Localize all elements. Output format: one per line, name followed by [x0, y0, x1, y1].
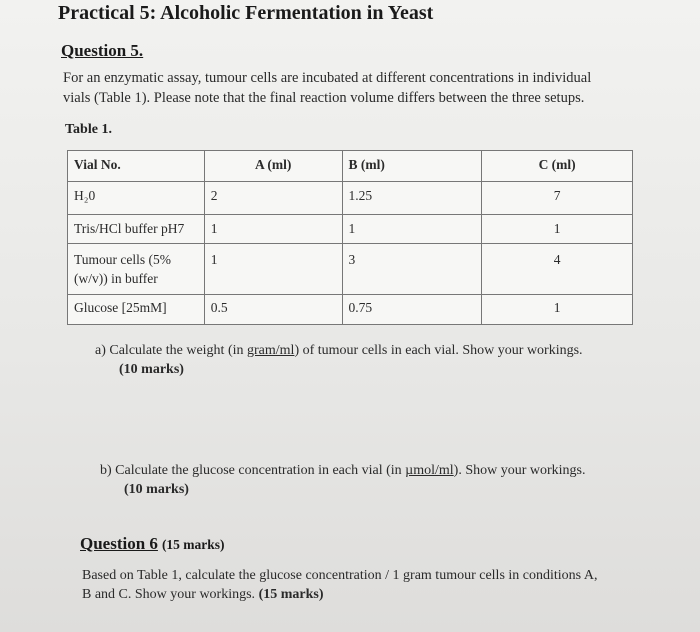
q5b-prefix: b) Calculate the glucose concentration in each vial (in	[100, 463, 406, 478]
row-label: Tris/HCl buffer pH7	[68, 215, 205, 244]
question-6-body	[82, 566, 597, 604]
question-5a-marks: (10 marks)	[119, 362, 184, 377]
cell-a: 0.5	[204, 295, 342, 325]
intro-line-2: vials (Table 1). Please note that the final reaction volume differs between the three setups.	[63, 90, 585, 106]
row-label-line-1: Tumour cells (5%	[74, 252, 171, 267]
header-a: A (ml)	[204, 151, 342, 182]
cell-b: 0.75	[342, 295, 482, 325]
page-title: Practical 5: Alcoholic Fermentation in Yeast	[58, 2, 434, 24]
cell-a: 1	[204, 215, 342, 244]
cell-c: 1	[482, 215, 633, 244]
q6-line2-text: B and C. Show your workings.	[82, 587, 259, 602]
cell-c: 1	[482, 295, 633, 325]
q5a-suffix: ) of tumour cells in each vial. Show your workings.	[294, 343, 583, 358]
question-6-heading	[80, 534, 225, 554]
question-6-heading-marks: (15 marks)	[161, 537, 225, 552]
cell-c: 7	[482, 182, 633, 215]
cell-b: 1	[342, 215, 482, 244]
intro-line-1: For an enzymatic assay, tumour cells are incubated at different concentrations in individual	[63, 70, 592, 86]
cell-b: 1.25	[342, 182, 482, 215]
header-vial-no: Vial No.	[68, 151, 205, 182]
header-b: B (ml)	[342, 151, 482, 182]
row-label-line-2: (w/v)) in buffer	[74, 271, 158, 286]
q5a-prefix: a) Calculate the weight (in	[95, 343, 247, 358]
table-header-row	[68, 151, 633, 182]
table-label: Table 1.	[65, 122, 112, 137]
question-5a	[95, 341, 583, 379]
header-c: C (ml)	[482, 151, 633, 182]
cell-b: 3	[342, 244, 482, 295]
cell-a: 1	[204, 244, 342, 295]
question-5-heading: Question 5.	[61, 41, 144, 60]
cell-c: 4	[482, 244, 633, 295]
table-row	[68, 244, 633, 295]
question-5b-text	[100, 461, 586, 480]
table-row	[68, 215, 633, 244]
row-label: H₂0	[68, 182, 205, 215]
question-6-line-2	[82, 585, 597, 604]
question-5b-marks: (10 marks)	[124, 482, 189, 497]
q5b-suffix: ). Show your workings.	[453, 463, 586, 478]
question-6-title: Question 6	[80, 534, 158, 553]
cell-a: 2	[204, 182, 342, 215]
row-label: Glucose [25mM]	[68, 295, 205, 325]
question-6-line-1: Based on Table 1, calculate the glucose concentration / 1 gram tumour cells in conditions A,	[82, 568, 598, 583]
row-label	[68, 244, 205, 295]
q5b-unit: µmol/ml	[405, 463, 454, 478]
question-5b	[100, 461, 586, 499]
question-5a-text	[95, 341, 583, 360]
table-row	[68, 182, 633, 215]
vials-table	[67, 150, 633, 325]
q5a-unit: gram/ml	[247, 343, 295, 358]
question-5-intro	[63, 68, 643, 108]
table-row	[68, 295, 633, 325]
q6-line2-marks: (15 marks)	[258, 587, 324, 602]
